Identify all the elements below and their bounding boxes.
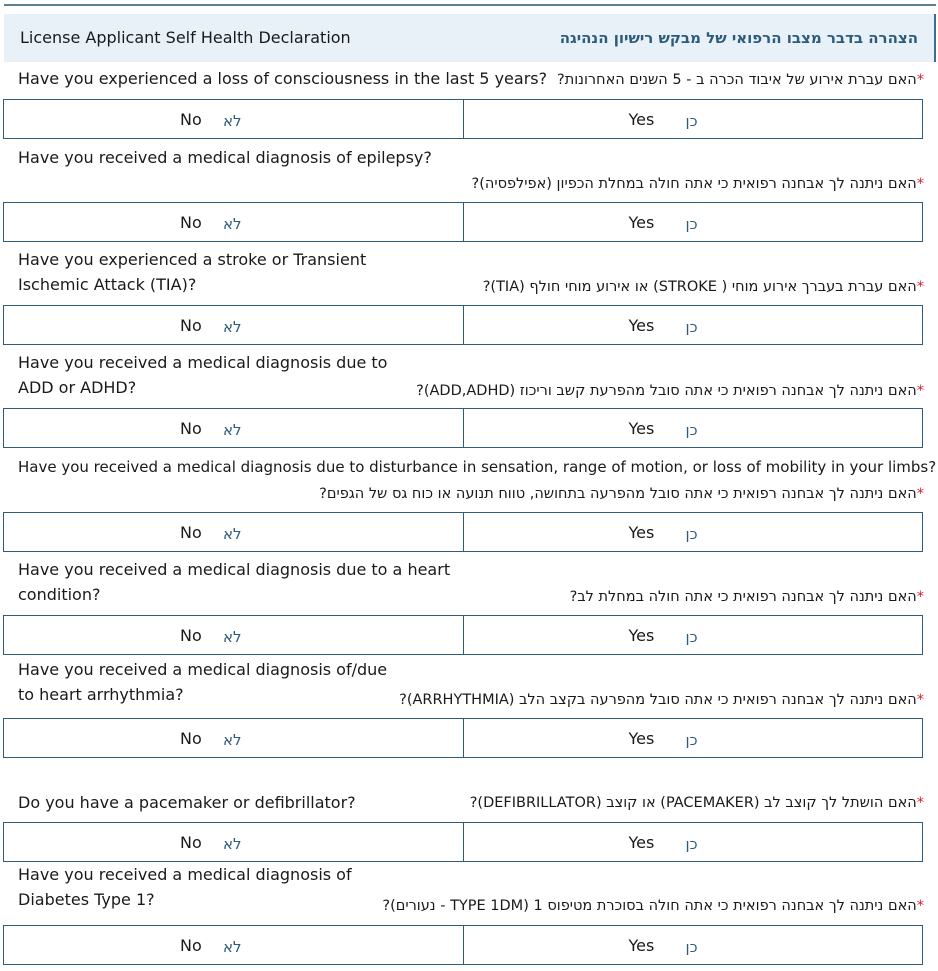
question-text-hebrew: *האם ניתנה לך אבחנה רפואית כי אתה חולה בסוכרת מטיפוס 1 (TYPE 1DM - נעורים)? xyxy=(382,898,924,914)
question-text-hebrew: *האם עברת אירוע של איבוד הכרה ב - 5 השנים האחרונות? xyxy=(557,72,924,88)
question-diabetes-type1 xyxy=(0,862,938,914)
question-text-hebrew: *האם ניתנה לך אבחנה רפואית כי אתה סובל מהפרעה בתחושה, טווח תנועה או כוח גס של הגפים? xyxy=(319,486,924,502)
answer-group-add-adhd xyxy=(3,408,923,448)
answer-no-button[interactable]: No לא xyxy=(4,926,464,964)
answer-group-diabetes-type1 xyxy=(3,925,923,965)
answer-group-stroke-tia xyxy=(3,305,923,345)
answer-group-epilepsy xyxy=(3,202,923,242)
question-text-english: Have you received a medical diagnosis due to disturbance in sensation, range of motion, or loss of mobility in your limbs? xyxy=(18,458,937,476)
required-asterisk: * xyxy=(916,72,924,88)
answer-no-button[interactable]: No לא xyxy=(4,306,464,344)
required-asterisk: * xyxy=(916,279,924,295)
required-asterisk: * xyxy=(916,795,924,811)
question-text-hebrew: *האם ניתנה לך אבחנה רפואית כי אתה סובל מהפרעה בקצב הלב (ARRHYTHMIA)? xyxy=(399,692,924,708)
question-text-english: Have you experienced a loss of consciousness in the last 5 years? xyxy=(18,69,548,88)
question-text-hebrew: *האם הושתל לך קוצב לב (PACEMAKER) או קוצב (DEFIBRILLATOR)? xyxy=(469,795,924,811)
question-text-english: Have you received a medical diagnosis due to ADD or ADHD? xyxy=(18,353,388,397)
top-divider xyxy=(4,4,936,6)
question-loss-of-consciousness xyxy=(0,66,938,88)
answer-group-heart-condition xyxy=(3,615,923,655)
answer-no-button[interactable]: No לא xyxy=(4,409,464,447)
answer-group-loss-of-consciousness xyxy=(3,99,923,139)
question-text-hebrew: *האם עברת בעברך אירוע מוחי ( STROKE) או אירוע מוחי חולף (TIA)? xyxy=(482,279,924,295)
form-header xyxy=(4,14,936,62)
question-text-english: Have you experienced a stroke or Transient Ischemic Attack (TIA)? xyxy=(18,250,367,294)
question-text-english: Have you received a medical diagnosis due to a heart condition? xyxy=(18,560,451,604)
required-asterisk: * xyxy=(916,898,924,914)
question-heart-arrhythmia xyxy=(0,657,938,708)
required-asterisk: * xyxy=(916,692,924,708)
answer-no-button[interactable]: No לא xyxy=(4,719,464,757)
answer-yes-button[interactable]: Yes כן xyxy=(628,626,698,646)
question-pacemaker xyxy=(0,790,938,812)
required-asterisk: * xyxy=(916,589,924,605)
answer-yes-button[interactable]: Yes כן xyxy=(628,213,698,233)
answer-no-button[interactable]: No לא xyxy=(4,513,464,551)
answer-no-button[interactable]: No לא xyxy=(4,100,464,138)
question-text-hebrew: *האם ניתנה לך אבחנה רפואית כי אתה סובל מהפרעת קשב וריכוז (ADD,ADHD)? xyxy=(416,383,924,399)
question-text-english: Have you received a medical diagnosis of epilepsy? xyxy=(18,148,432,167)
answer-yes-button[interactable]: Yes כן xyxy=(628,110,698,130)
required-asterisk: * xyxy=(916,486,924,502)
required-asterisk: * xyxy=(916,176,924,192)
question-text-english: Have you received a medical diagnosis of/due to heart arrhythmia? xyxy=(18,660,388,704)
answer-no-button[interactable]: No לא xyxy=(4,823,464,861)
question-heart-condition xyxy=(0,557,938,605)
question-add-adhd xyxy=(0,350,938,399)
answer-no-button[interactable]: No לא xyxy=(4,203,464,241)
answer-yes-button[interactable]: Yes כן xyxy=(628,936,698,956)
answer-no-button[interactable]: No לא xyxy=(4,616,464,654)
answer-yes-button[interactable]: Yes כן xyxy=(628,833,698,853)
answer-yes-button[interactable]: Yes כן xyxy=(628,316,698,336)
question-stroke-tia xyxy=(0,247,938,295)
form-title-hebrew: הצהרה בדבר מצבו הרפואי של מבקש רישיון הנהיגה xyxy=(559,29,918,47)
question-limb-mobility xyxy=(0,455,938,502)
question-text-english: Have you received a medical diagnosis of Diabetes Type 1? xyxy=(18,865,352,909)
answer-yes-button[interactable]: Yes כן xyxy=(628,523,698,543)
answer-group-limb-mobility xyxy=(3,512,923,552)
answer-yes-button[interactable]: Yes כן xyxy=(628,729,698,749)
answer-group-heart-arrhythmia xyxy=(3,718,923,758)
question-text-hebrew: *האם ניתנה לך אבחנה רפואית כי אתה חולה במחלת הכפיון (אפילפסיה)? xyxy=(471,176,924,192)
question-epilepsy xyxy=(0,145,938,192)
question-text-hebrew: *האם ניתנה לך אבחנה רפואית כי אתה חולה במחלת לב? xyxy=(569,589,924,605)
answer-group-pacemaker xyxy=(3,822,923,862)
required-asterisk: * xyxy=(916,383,924,399)
question-text-english: Do you have a pacemaker or defibrillator? xyxy=(18,793,356,812)
answer-yes-button[interactable]: Yes כן xyxy=(628,419,698,439)
form-title-english: License Applicant Self Health Declaration xyxy=(20,28,351,47)
